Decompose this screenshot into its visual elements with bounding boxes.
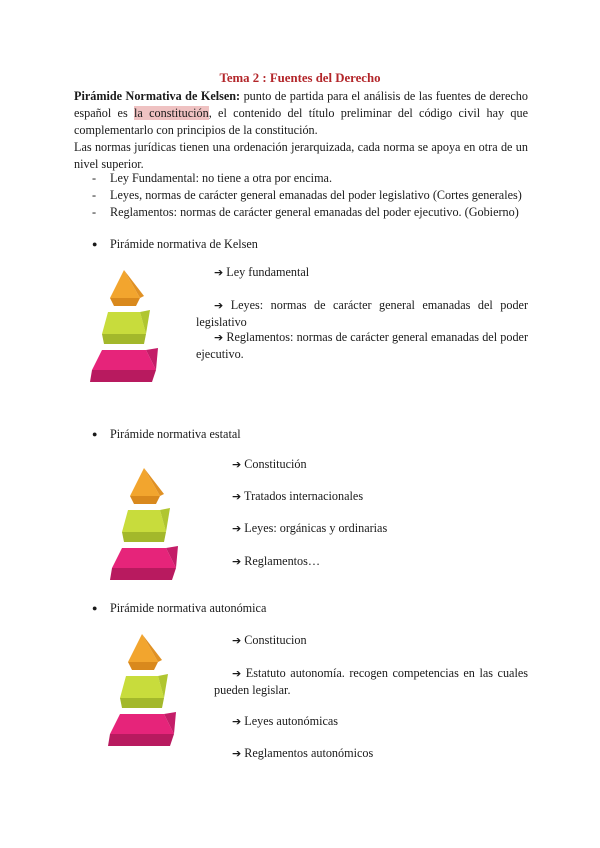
autonomica-item bbox=[214, 713, 528, 730]
intro-paragraph bbox=[74, 88, 528, 139]
section-heading-kelsen bbox=[92, 236, 258, 253]
estatal-item bbox=[214, 520, 528, 537]
pyramid-kelsen-icon bbox=[86, 268, 162, 384]
arrow-icon: ➔ bbox=[232, 715, 242, 728]
dash-marker: - bbox=[92, 188, 97, 202]
arrow-icon: ➔ bbox=[232, 747, 242, 760]
autonomica-item-text: Reglamentos autonómicos bbox=[244, 746, 374, 760]
estatal-item bbox=[214, 456, 528, 473]
section-heading-autonomica bbox=[92, 600, 266, 617]
arrow-icon: ➔ bbox=[214, 299, 224, 312]
pyramid-autonomica-icon bbox=[104, 632, 180, 748]
estatal-item bbox=[214, 488, 528, 505]
kelsen-item bbox=[196, 264, 528, 281]
autonomica-item bbox=[214, 745, 528, 762]
kelsen-item bbox=[196, 297, 528, 331]
bullet-icon: ● bbox=[92, 239, 98, 249]
arrow-icon: ➔ bbox=[214, 266, 224, 279]
dash-marker: - bbox=[92, 205, 97, 219]
dash-item-text: Ley Fundamental: no tiene a otra por encima. bbox=[110, 171, 333, 185]
dash-item-text: Leyes, normas de carácter general emanadas del poder legislativo (Cortes generales) bbox=[110, 188, 522, 202]
dash-list-item bbox=[92, 170, 532, 187]
autonomica-item-text: Leyes autonómicas bbox=[244, 714, 339, 728]
bullet-icon: ● bbox=[92, 429, 98, 439]
autonomica-item bbox=[214, 665, 528, 699]
dash-list bbox=[92, 170, 532, 221]
autonomica-item-text: Constitucion bbox=[244, 633, 307, 647]
document-title: Tema 2 : Fuentes del Derecho bbox=[219, 71, 381, 85]
section-heading-text: Pirámide normativa estatal bbox=[110, 427, 241, 441]
kelsen-item-text: Ley fundamental bbox=[226, 265, 310, 279]
intro-text-before: punto de partida para el análisis de las fuentes de derecho español es bbox=[74, 89, 528, 120]
arrow-icon: ➔ bbox=[232, 634, 242, 647]
dash-list-item bbox=[92, 187, 532, 204]
estatal-item-text: Leyes: orgánicas y ordinarias bbox=[244, 521, 388, 535]
arrow-icon: ➔ bbox=[232, 458, 242, 471]
intro-heading: Pirámide Normativa de Kelsen: bbox=[74, 89, 241, 103]
highlighted-text: la constitución bbox=[134, 106, 209, 120]
dash-item-text: Reglamentos: normas de carácter general emanadas del poder ejecutivo. (Gobierno) bbox=[110, 205, 519, 219]
bullet-icon: ● bbox=[92, 603, 98, 613]
section-heading-estatal bbox=[92, 426, 241, 443]
arrow-icon: ➔ bbox=[232, 522, 242, 535]
section-heading-text: Pirámide normativa de Kelsen bbox=[110, 237, 258, 251]
arrow-icon: ➔ bbox=[232, 555, 242, 568]
kelsen-item-text: Reglamentos: normas de carácter general emanadas del poder ejecutivo. bbox=[196, 330, 529, 361]
pyramid-estatal-icon bbox=[106, 466, 182, 582]
kelsen-item-text: Leyes: normas de carácter general emanadas del poder legislativo bbox=[196, 298, 529, 329]
estatal-item-text: Reglamentos… bbox=[244, 554, 321, 568]
estatal-item-text: Constitución bbox=[244, 457, 307, 471]
arrow-icon: ➔ bbox=[232, 490, 242, 503]
intro-text-after: , el contenido del título preliminar del código civil hay que complementarlo con principios de la constitución. bbox=[74, 106, 529, 137]
hierarchy-paragraph: Las normas jurídicas tienen una ordenación jerarquizada, cada norma se apoya en otra de un nivel superior. bbox=[74, 140, 528, 171]
autonomica-item bbox=[214, 632, 528, 649]
arrow-icon: ➔ bbox=[214, 331, 224, 344]
kelsen-item bbox=[196, 329, 528, 363]
estatal-item-text: Tratados internacionales bbox=[244, 489, 364, 503]
autonomica-item-text: Estatuto autonomía. recogen competencias en las cuales pueden legislar. bbox=[214, 666, 529, 697]
section-heading-text: Pirámide normativa autonómica bbox=[110, 601, 267, 615]
arrow-icon: ➔ bbox=[232, 667, 242, 680]
estatal-item bbox=[214, 553, 528, 570]
dash-list-item bbox=[92, 204, 532, 221]
dash-marker: - bbox=[92, 171, 97, 185]
